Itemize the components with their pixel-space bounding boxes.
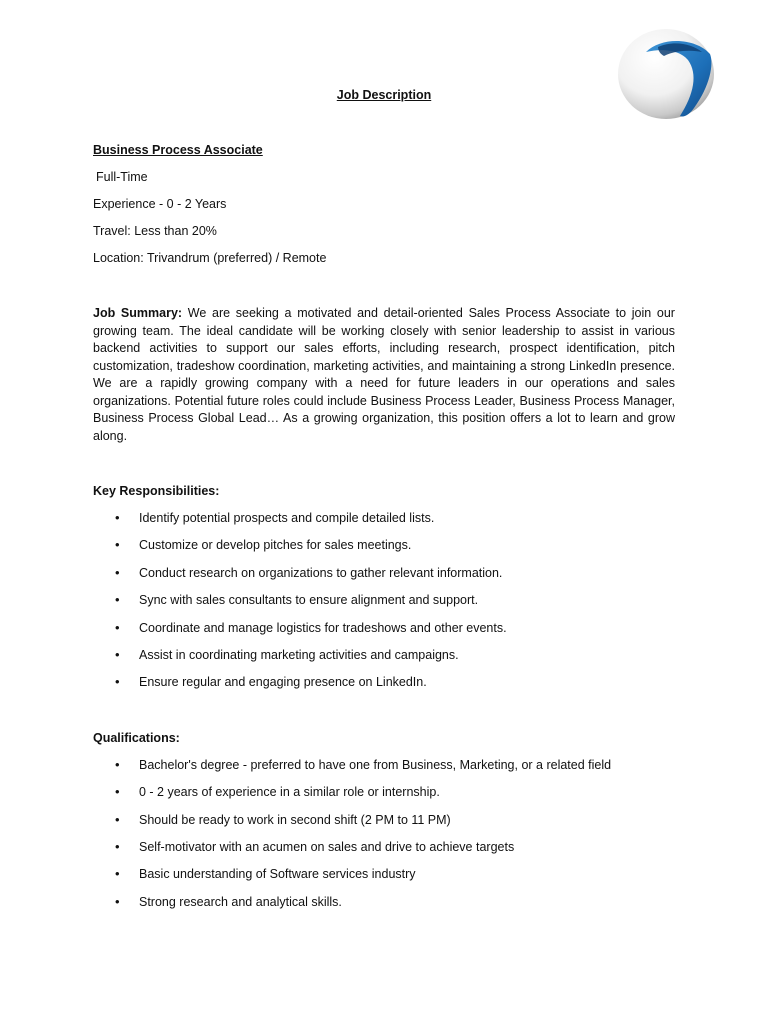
job-summary-text: We are seeking a motivated and detail-oriented Sales Process Associate to join our growing team. The ideal candidate will be working closely with senior leadership to assist in various backend activities to support our sales efforts, including research, prospect identification, pitch customization, tradeshow coordination, marketing activities, and maintaining a strong LinkedIn presence. We are a rapidly growing company with a need for future leaders in our operations and sales organizations. Potential future roles could include Business Process Leader, Business Process Manager, Business Process Global Lead… As a growing organization, this position offers a lot to learn and grow along. [93, 306, 675, 443]
bullet-icon: • [115, 756, 120, 772]
bullet-icon: • [115, 564, 120, 580]
bullet-icon: • [115, 646, 120, 662]
bullet-icon: • [115, 537, 120, 553]
bullet-icon: • [115, 510, 120, 525]
list-item-text: Basic understanding of Software services industry [139, 867, 416, 882]
bullet-icon: • [115, 866, 120, 882]
job-summary-label: Job Summary: [93, 306, 183, 320]
list-item-text: Customize or develop pitches for sales meetings. [139, 538, 412, 553]
list-item-text: Sync with sales consultants to ensure alignment and support. [139, 593, 479, 608]
qualifications-heading: Qualifications: [93, 730, 180, 745]
qualifications-list [93, 757, 675, 921]
travel-line: Travel: Less than 20% [93, 224, 217, 238]
document-body [93, 142, 675, 921]
bullet-icon: • [115, 838, 120, 854]
list-item [93, 620, 675, 647]
list-item [93, 839, 675, 866]
responsibilities-list [93, 510, 675, 702]
experience-line: Experience - 0 - 2 Years [93, 197, 227, 211]
company-logo [618, 28, 716, 120]
list-item-text: Bachelor's degree - preferred to have one from Business, Marketing, or a related field [139, 757, 612, 772]
list-item-text: Assist in coordinating marketing activities and campaigns. [139, 647, 459, 662]
document-title: Job Description [336, 88, 432, 102]
list-item [93, 757, 675, 784]
list-item [93, 565, 675, 592]
list-item [93, 674, 675, 701]
bullet-icon: • [115, 893, 120, 909]
list-item [93, 812, 675, 839]
list-item-text: Conduct research on organizations to gather relevant information. [139, 565, 503, 580]
location-line: Location: Trivandrum (preferred) / Remote [93, 251, 327, 265]
bullet-icon: • [115, 811, 120, 827]
list-item-text: Ensure regular and engaging presence on LinkedIn. [139, 675, 427, 690]
list-item-text: Identify potential prospects and compile detailed lists. [139, 511, 435, 525]
list-item [93, 894, 675, 921]
list-item-text: 0 - 2 years of experience in a similar role or internship. [139, 785, 440, 800]
list-item [93, 537, 675, 564]
job-title: Business Process Associate [93, 143, 263, 157]
list-item-text: Coordinate and manage logistics for tradeshows and other events. [139, 620, 507, 635]
bullet-icon: • [115, 592, 120, 608]
list-item-text: Self-motivator with an acumen on sales and drive to achieve targets [139, 839, 515, 854]
list-item [93, 866, 675, 893]
list-item-text: Strong research and analytical skills. [139, 894, 342, 909]
responsibilities-heading: Key Responsibilities: [93, 484, 220, 498]
bullet-icon: • [115, 674, 120, 690]
bullet-icon: • [115, 784, 120, 800]
list-item [93, 784, 675, 811]
list-item [93, 647, 675, 674]
list-item [93, 592, 675, 619]
list-item-text: Should be ready to work in second shift (2 PM to 11 PM) [139, 812, 451, 827]
job-summary [93, 305, 675, 445]
employment-type: Full-Time [96, 170, 148, 184]
list-item [93, 510, 675, 537]
bullet-icon: • [115, 619, 120, 635]
